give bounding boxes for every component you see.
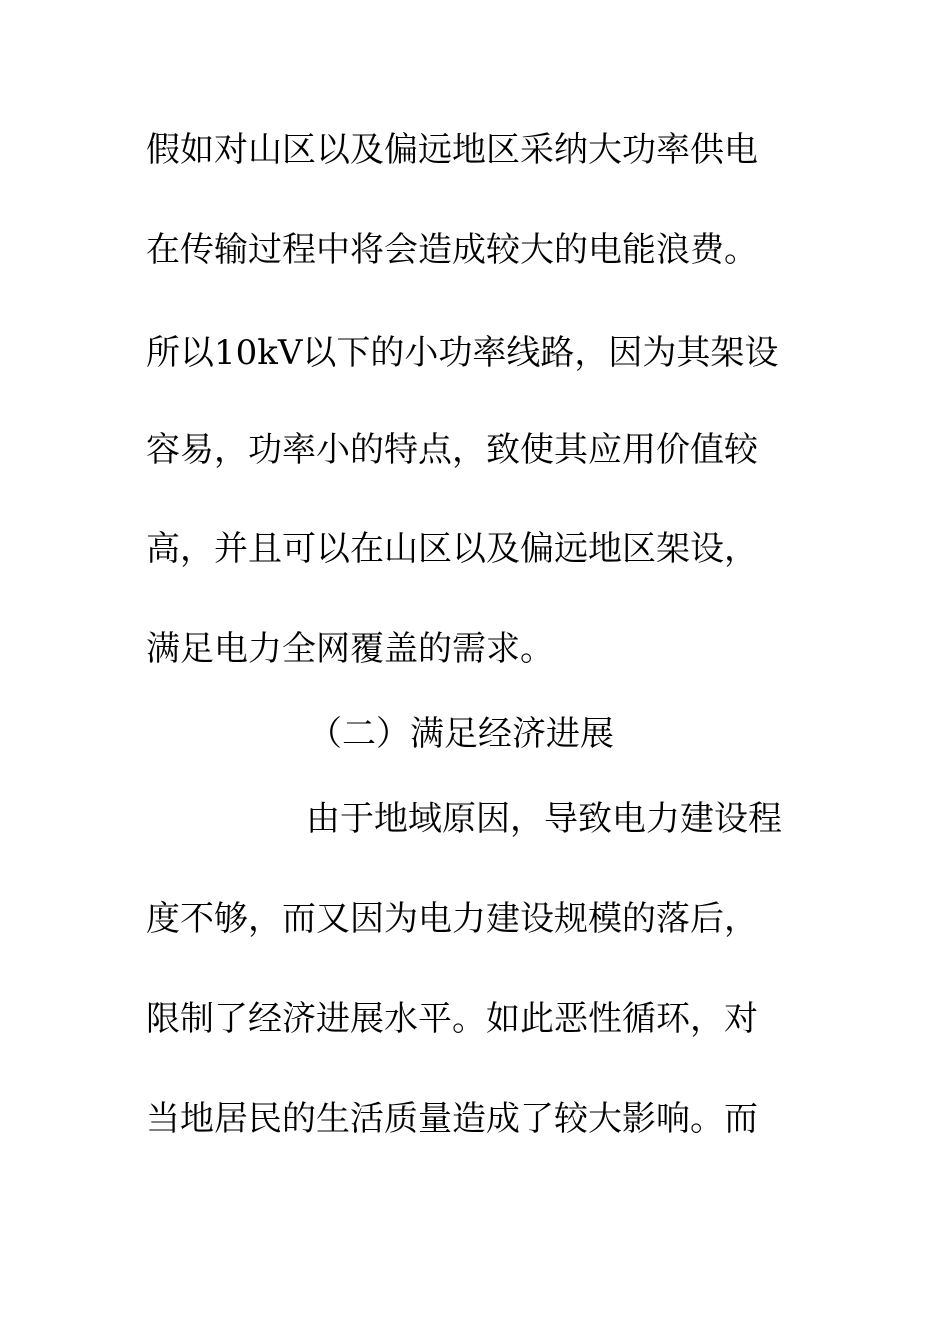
paragraph-line: 所以10kV以下的小功率线路，因为其架设 [146, 333, 779, 373]
paragraph-line: 在传输过程中将会造成较大的电能浪费。 [146, 230, 758, 270]
paragraph-line: 高，并且可以在山区以及偏远地区架设， [146, 529, 758, 569]
paragraph-line: 假如对山区以及偏远地区采纳大功率供电 [146, 130, 758, 170]
section-heading: （二）满足经济进展 [308, 714, 614, 754]
paragraph-line: 由于地域原因，导致电力建设程 [306, 799, 782, 839]
paragraph-line: 满足电力全网覆盖的需求。 [146, 629, 554, 669]
paragraph-line: 容易，功率小的特点，致使其应用价值较 [146, 430, 758, 470]
paragraph-line: 当地居民的生活质量造成了较大影响。而 [146, 1099, 758, 1139]
paragraph-line: 限制了经济进展水平。如此恶性循环，对 [146, 999, 758, 1039]
paragraph-line: 度不够，而又因为电力建设规模的落后， [146, 899, 758, 939]
